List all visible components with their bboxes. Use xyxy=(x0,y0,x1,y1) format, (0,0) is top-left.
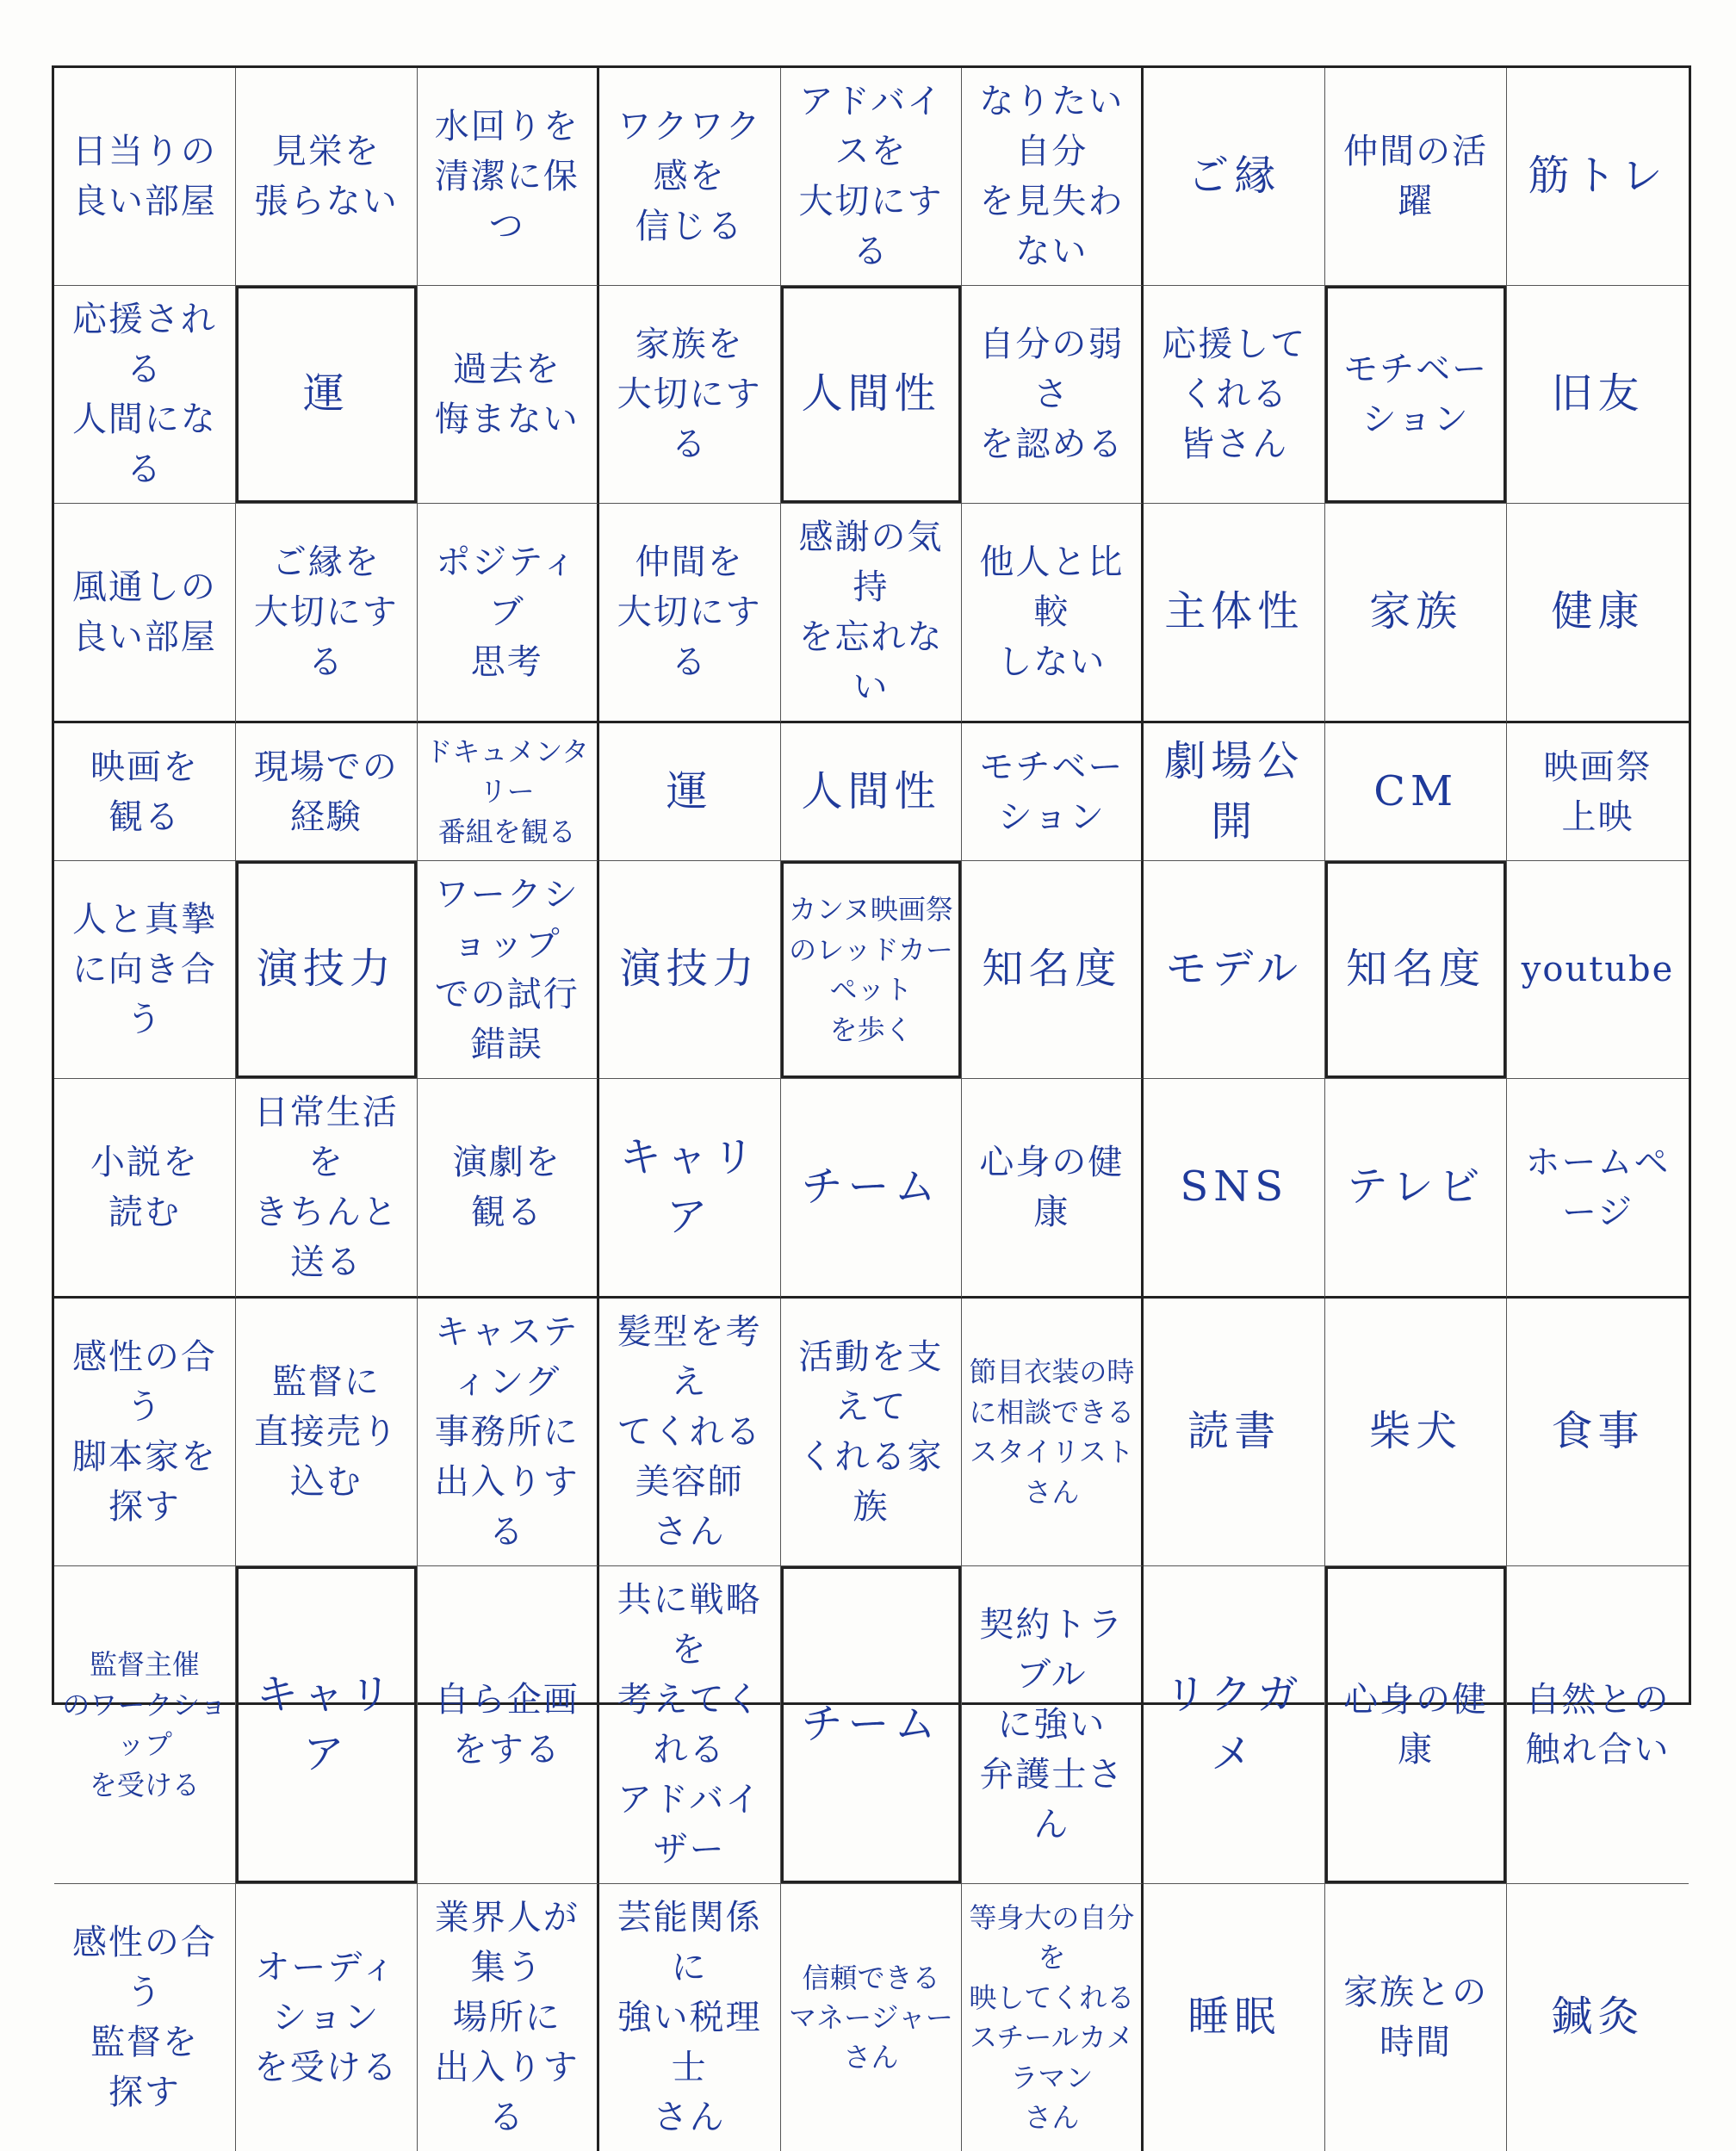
cell-text: 自然との 触れ合い xyxy=(1525,1680,1671,1770)
cell-text: 仲間を 大切にする xyxy=(617,542,762,682)
grid-cell-r9-c9 xyxy=(1507,1884,1689,2151)
grid-cell-r1-c3 xyxy=(418,68,599,286)
grid-cell-r7-c3 xyxy=(418,1299,599,1566)
grid-cell-r5-c2 xyxy=(236,861,418,1079)
cell-text: SNS xyxy=(1180,1162,1289,1212)
grid-cell-r9-c4 xyxy=(599,1884,781,2151)
grid-cell-r1-c9 xyxy=(1507,68,1689,286)
cell-text: 劇場公開 xyxy=(1164,737,1305,846)
grid-cell-r3-c6 xyxy=(962,504,1144,723)
grid-cell-r7-c8 xyxy=(1325,1299,1507,1566)
cell-text: ポジティブ 思考 xyxy=(436,542,579,682)
grid-cell-r7-c9 xyxy=(1507,1299,1689,1566)
cell-text: 鍼灸 xyxy=(1551,1993,1645,2042)
cell-text: 感性の合う 監督を 探す xyxy=(71,1923,217,2113)
grid-cell-r4-c9 xyxy=(1507,723,1689,861)
cell-text: 演技力 xyxy=(256,945,396,994)
grid-cell-r2-c3 xyxy=(418,286,599,504)
grid-cell-r9-c7 xyxy=(1144,1884,1325,2151)
cell-text: 水回りを 清潔に保つ xyxy=(434,107,580,246)
cell-text: 日常生活を きちんと送る xyxy=(253,1093,399,1283)
cell-text: 自ら企画 をする xyxy=(434,1680,580,1770)
cell-text: 感性の合う 脚本家を 探す xyxy=(71,1337,217,1528)
cell-text: リクガメ xyxy=(1164,1670,1304,1779)
grid-cell-r4-c4 xyxy=(599,723,781,861)
cell-text: 筋トレ xyxy=(1528,152,1668,201)
grid-cell-r5-c1 xyxy=(54,861,236,1079)
cell-text: なりたい自分 を見失わない xyxy=(979,82,1125,271)
cell-text: 応援してくれる 皆さん xyxy=(1162,325,1307,464)
cell-text: ご縁 xyxy=(1187,152,1281,201)
cell-text: ワークショップ での試行 錯誤 xyxy=(434,875,580,1065)
cell-text: テレビ xyxy=(1346,1162,1485,1212)
mandala-chart-grid xyxy=(52,65,1691,2138)
grid-cell-r6-c7 xyxy=(1144,1079,1325,1299)
cell-text: 他人と比較 しない xyxy=(979,542,1125,682)
cell-text: 知名度 xyxy=(1346,945,1486,994)
grid-cell-r8-c2 xyxy=(236,1566,418,1884)
cell-text: ドキュメンタリー 番組を観る xyxy=(425,735,590,848)
cell-text: 旧友 xyxy=(1551,369,1645,418)
grid-cell-r5-c5 xyxy=(781,861,963,1079)
grid-cell-r8-c4 xyxy=(599,1566,781,1884)
grid-cell-r4-c6 xyxy=(962,723,1144,861)
grid-cell-r1-c7 xyxy=(1144,68,1325,286)
grid-cell-r9-c6 xyxy=(962,1884,1144,2151)
cell-text: 信頼できる マネージャーさん xyxy=(789,1961,953,2074)
cell-text: 風通しの 良い部屋 xyxy=(71,567,217,657)
cell-text: 自分の弱さ を認める xyxy=(979,325,1125,464)
cell-text: 共に戦略を 考えてくれる アドバイザー xyxy=(617,1580,762,1870)
grid-cell-r2-c4 xyxy=(599,286,781,504)
cell-text: 人間性 xyxy=(801,766,941,815)
cell-text: オーディション を受ける xyxy=(253,1948,399,2088)
grid-cell-r9-c8 xyxy=(1325,1884,1507,2151)
grid-cell-r3-c4 xyxy=(599,504,781,723)
grid-cell-r1-c4 xyxy=(599,68,781,286)
grid-cell-r3-c2 xyxy=(236,504,418,723)
grid-cell-r3-c1 xyxy=(54,504,236,723)
grid-cell-r7-c1 xyxy=(54,1299,236,1566)
cell-text: 映画を 観る xyxy=(90,747,199,837)
grid-cell-r6-c4 xyxy=(599,1079,781,1299)
grid-cell-r6-c5 xyxy=(781,1079,963,1299)
cell-text: 節目衣装の時 に相談できる スタイリストさん xyxy=(969,1355,1135,1509)
cell-text: キャリア xyxy=(256,1670,396,1779)
cell-text: 映画祭 上映 xyxy=(1543,747,1652,837)
grid-cell-r1-c6 xyxy=(962,68,1144,286)
grid-cell-r8-c6 xyxy=(962,1566,1144,1884)
cell-text: チーム xyxy=(801,1700,941,1749)
cell-text: キャリア xyxy=(619,1132,760,1242)
grid-cell-r5-c7 xyxy=(1144,861,1325,1079)
cell-text: 運 xyxy=(666,766,713,815)
grid-cell-r3-c3 xyxy=(418,504,599,723)
cell-text: 見栄を 張らない xyxy=(253,132,399,221)
grid-cell-r8-c8 xyxy=(1325,1566,1507,1884)
cell-text: 家族を 大切にする xyxy=(617,325,762,464)
grid-cell-r6-c3 xyxy=(418,1079,599,1299)
cell-text: 演技力 xyxy=(619,945,760,994)
grid-cell-r8-c5 xyxy=(781,1566,963,1884)
grid-cell-r4-c5 xyxy=(781,723,963,861)
cell-text: 人と真摯 に向き合う xyxy=(71,900,217,1040)
cell-text: 心身の健康 xyxy=(1343,1680,1489,1770)
grid-cell-r7-c5 xyxy=(781,1299,963,1566)
cell-text: 監督主催 のワークショップ を受ける xyxy=(62,1648,227,1801)
cell-text: アドバイスを 大切にする xyxy=(798,82,944,271)
cell-text: 人間性 xyxy=(801,369,941,418)
grid-cell-r2-c6 xyxy=(962,286,1144,504)
cell-text: 契約トラブル に強い 弁護士さん xyxy=(979,1605,1125,1845)
grid-cell-r3-c9 xyxy=(1507,504,1689,723)
grid-cell-r1-c5 xyxy=(781,68,963,286)
grid-cell-r6-c2 xyxy=(236,1079,418,1299)
cell-text: モチベーション xyxy=(979,747,1125,837)
cell-text: ホームページ xyxy=(1525,1143,1671,1233)
cell-text: 心身の健康 xyxy=(979,1143,1125,1233)
cell-text: 監督に 直接売り込む xyxy=(253,1362,399,1503)
grid-cell-r6-c6 xyxy=(962,1079,1144,1299)
grid-cell-r8-c9 xyxy=(1507,1566,1689,1884)
cell-text: 仲間の活躍 xyxy=(1343,132,1489,221)
grid-cell-r6-c9 xyxy=(1507,1079,1689,1299)
cell-text: 健康 xyxy=(1551,587,1645,636)
grid-cell-r7-c4 xyxy=(599,1299,781,1566)
grid-cell-r8-c7 xyxy=(1144,1566,1325,1884)
grid-cell-r1-c8 xyxy=(1325,68,1507,286)
cell-text: 日当りの 良い部屋 xyxy=(71,132,217,221)
grid-cell-r9-c3 xyxy=(418,1884,599,2151)
cell-text: 主体性 xyxy=(1164,587,1305,636)
grid-cell-r1-c2 xyxy=(236,68,418,286)
grid-cell-r4-c7 xyxy=(1144,723,1325,861)
cell-text: 睡眠 xyxy=(1187,1993,1281,2042)
cell-text: カンヌ映画祭 のレッドカーペット を歩く xyxy=(789,893,953,1046)
grid-cell-r2-c2 xyxy=(236,286,418,504)
cell-text: 運 xyxy=(302,369,350,418)
cell-text: 現場での 経験 xyxy=(253,747,399,837)
cell-text: 演劇を 観る xyxy=(452,1143,561,1233)
cell-text: 芸能関係に 強い税理士 さん xyxy=(617,1898,762,2138)
grid-cell-r9-c2 xyxy=(236,1884,418,2151)
grid-cell-r9-c5 xyxy=(781,1884,963,2151)
grid-cell-r6-c8 xyxy=(1325,1079,1507,1299)
cell-text: 過去を 悔まない xyxy=(434,350,580,439)
grid-cell-r4-c3 xyxy=(418,723,599,861)
grid-cell-r4-c8 xyxy=(1325,723,1507,861)
grid-cell-r3-c7 xyxy=(1144,504,1325,723)
cell-text: CM xyxy=(1373,766,1459,815)
grid-cell-r2-c7 xyxy=(1144,286,1325,504)
grid-cell-r3-c5 xyxy=(781,504,963,723)
cell-text: 髪型を考え てくれる美容師 さん xyxy=(617,1312,762,1553)
cell-text: ワクワク感を 信じる xyxy=(617,107,762,246)
grid-cell-r5-c8 xyxy=(1325,861,1507,1079)
cell-text: 読書 xyxy=(1187,1407,1281,1456)
grid-cell-r7-c7 xyxy=(1144,1299,1325,1566)
grid-cell-r5-c9 xyxy=(1507,861,1689,1079)
grid-cell-r2-c1 xyxy=(54,286,236,504)
cell-text: 感謝の気持 を忘れない xyxy=(798,518,944,707)
cell-text: モチベーション xyxy=(1343,350,1489,439)
grid-cell-r7-c6 xyxy=(962,1299,1144,1566)
cell-text: 業界人が集う 場所に 出入りする xyxy=(434,1898,580,2138)
cell-text: ご縁を 大切にする xyxy=(253,542,399,682)
grid-cell-r5-c3 xyxy=(418,861,599,1079)
cell-text: 小説を 読む xyxy=(90,1143,199,1233)
grid-cell-r2-c8 xyxy=(1325,286,1507,504)
cell-text: 知名度 xyxy=(982,945,1122,994)
grid-cell-r8-c3 xyxy=(418,1566,599,1884)
cell-text: 等身大の自分を 映してくれる スチールカメラマン さん xyxy=(969,1901,1135,2134)
grid-cell-r1-c1 xyxy=(54,68,236,286)
cell-text: 活動を支えて くれる家族 xyxy=(798,1337,944,1528)
cell-text: チーム xyxy=(801,1162,941,1212)
grid-cell-r5-c4 xyxy=(599,861,781,1079)
grid-cell-r7-c2 xyxy=(236,1299,418,1566)
grid-cell-r9-c1 xyxy=(54,1884,236,2151)
grid-cell-r4-c2 xyxy=(236,723,418,861)
cell-text: youtube xyxy=(1521,950,1675,990)
grid-cell-r4-c1 xyxy=(54,723,236,861)
cell-text: キャスティング 事務所に 出入りする xyxy=(434,1312,580,1553)
grid-cell-r6-c1 xyxy=(54,1079,236,1299)
grid-cell-r2-c9 xyxy=(1507,286,1689,504)
cell-text: 柴犬 xyxy=(1369,1407,1463,1456)
cell-text: 食事 xyxy=(1551,1407,1645,1456)
cell-text: 応援される 人間になる xyxy=(71,300,217,489)
cell-text: モデル xyxy=(1165,945,1304,994)
grid-cell-r3-c8 xyxy=(1325,504,1507,723)
grid-cell-r5-c6 xyxy=(962,861,1144,1079)
cell-text: 家族との 時間 xyxy=(1343,1973,1489,2063)
cell-text: 家族 xyxy=(1369,587,1463,636)
grid-cell-r8-c1 xyxy=(54,1566,236,1884)
grid-cell-r2-c5 xyxy=(781,286,963,504)
